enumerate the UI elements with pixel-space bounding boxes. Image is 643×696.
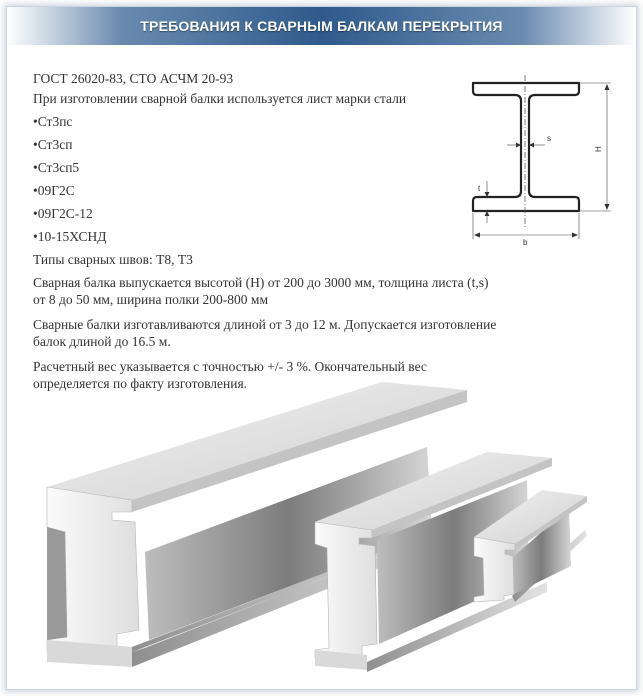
spec-text — [33, 69, 503, 392]
standards-line: ГОСТ 26020-83, СТО АСЧМ 20-93 — [33, 71, 234, 86]
steel-grade-item: •Ст3пс — [33, 114, 73, 129]
steel-grade-item: •09Г2С-12 — [33, 206, 93, 221]
dimension-t-label: t — [478, 184, 481, 193]
page-title: ТРЕБОВАНИЯ К СВАРНЫМ БАЛКАМ ПЕРЕКРЫТИЯ — [140, 18, 503, 34]
title-bar — [7, 7, 636, 45]
i-beam-cross-section-diagram — [459, 73, 629, 251]
steel-beams-illustration — [37, 372, 617, 682]
steel-grade-item: •09Г2С — [33, 183, 75, 198]
dimension-h-label: H — [594, 146, 603, 152]
height-paragraph: Сварная балка выпускается высотой (Н) от 200 до 3000 мм, толщина листа (t,s) от 8 до 50 мм, ширина полки 200-800 мм — [33, 275, 489, 307]
length-paragraph: Сварные балки изготавливаются длиной от 3 до 12 м. Допускается изготовление балок длиной до 16.5 м. — [33, 317, 497, 349]
dimension-s-label: s — [547, 134, 551, 143]
dimension-b-label: b — [523, 238, 528, 247]
steel-grade-item: •10-15ХСНД — [33, 229, 107, 244]
weight-paragraph: Расчетный вес указывается с точностью +/- 3 %. Окончательный вес определяется по факту изготовления. — [33, 359, 427, 391]
steel-grade-item: •Ст3сп5 — [33, 160, 80, 175]
steel-intro-line: При изготовлении сварной балки используется лист марки стали — [33, 91, 407, 106]
page-card — [6, 6, 637, 690]
steel-grade-item: •Ст3сп — [33, 137, 73, 152]
weld-types-line: Типы сварных швов: Т8, Т3 — [33, 252, 193, 267]
